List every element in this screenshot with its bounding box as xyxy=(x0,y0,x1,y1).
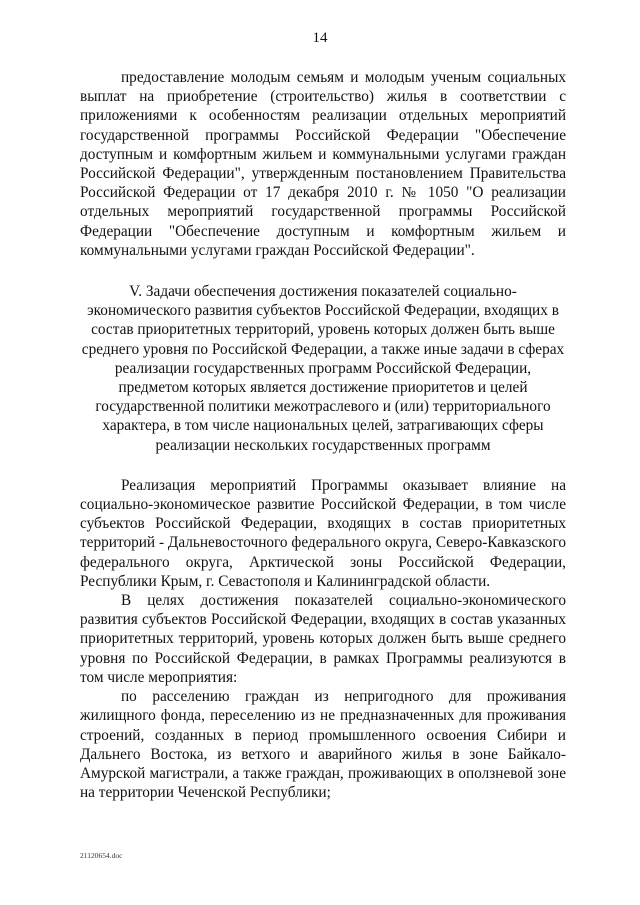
page-number: 14 xyxy=(312,30,328,46)
paragraph-influence: Реализация мероприятий Программы оказывает влияние на социально-экономическое развитие Российской Федерации, в том числе субъектов Российской Федерации, входящих в состав приоритетных территорий - Дальневосточного федерального округа, Северо-Кавказского федерального округа, Арктической зоны Российской Федерации, Республики Крым, г. Севастополя и Калининградской области. xyxy=(80,476,566,590)
footer-doc-id: 21120654.doc xyxy=(80,851,123,860)
paragraph-goals: В целях достижения показателей социально-экономического развития субъектов Российской Федерации, входящих в состав указанных приоритетных территорий, уровень которых должен быть выше среднего уровня по Российской Федерации, в рамках Программы реализуются в том числе мероприятия: xyxy=(80,592,566,686)
intro-paragraph: предоставление молодым семьям и молодым ученым социальных выплат на приобретение (строительство) жилья в соответствии с приложениями к особенностям реализации отдельных мероприятий государственной программы Российской Федерации "Обеспечение доступным и комфортным жильем и коммунальными услугами граждан Российской Федерации", утвержденным постановлением Правительства Российской Федерации от 17 декабря 2010 г. № 1050 "О реализации отдельных мероприятий государственной программы Российской Федерации "Обеспечение доступным и комфортным жильем и коммунальными услугами граждан Российской Федерации". xyxy=(80,69,566,259)
section-heading: V. Задачи обеспечения достижения показателей социально-экономического развития субъектов Российской Федерации, входящих в состав приоритетных территорий, уровень которых должен быть выше среднего уровня по Российской Федерации, а также иные задачи в сферах реализации государственных программ Российской Федерации, предметом которых является достижение приоритетов и целей государственной политики межотраслевого и (или) территориального характера, в том числе национальных целей, затрагивающих сферы реализации нескольких государственных программ xyxy=(81,283,565,454)
paragraph-resettlement: по расселению граждан из непригодного для проживания жилищного фонда, переселению из не предназначенных для проживания строений, созданных в период промышленного освоения Сибири и Дальнего Востока, из ветхого и аварийного жилья в зоне Байкало-Амурской магистрали, а также граждан, проживающих в оползневой зоне на территории Чеченской Республики; xyxy=(80,688,566,802)
document-body xyxy=(80,68,566,802)
